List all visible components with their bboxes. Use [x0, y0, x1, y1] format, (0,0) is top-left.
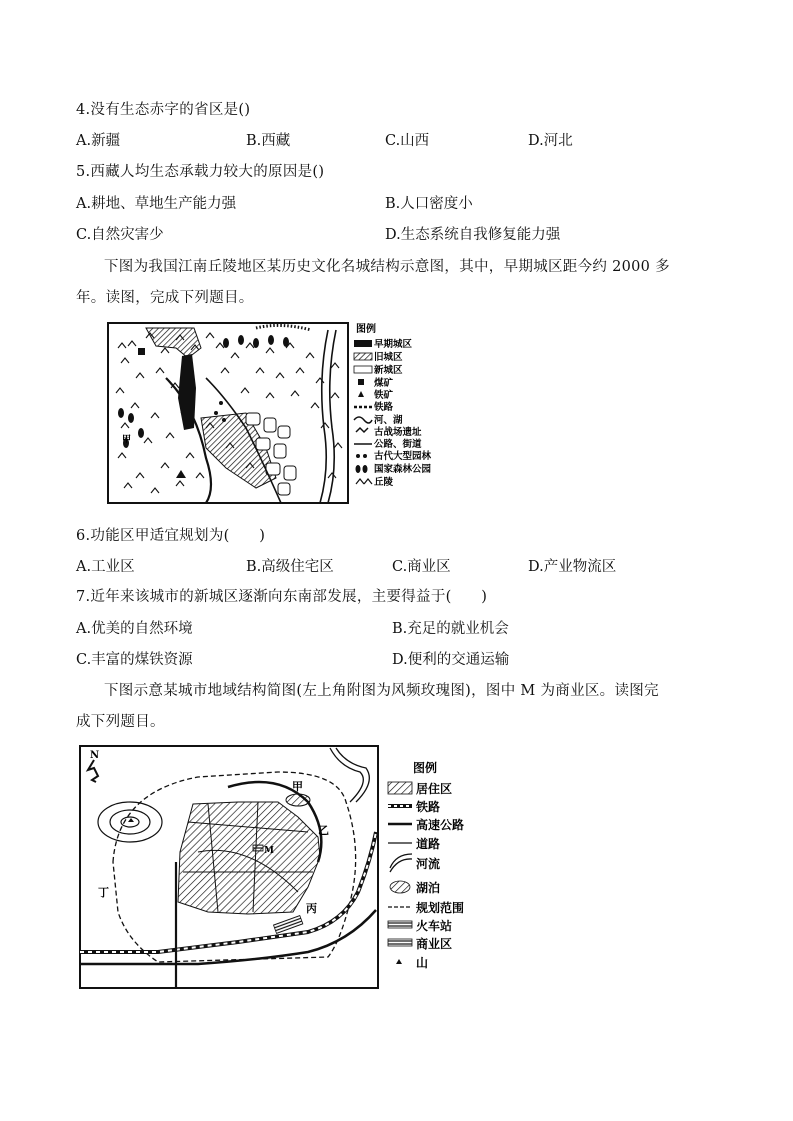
map2-legend-3: 道路 [416, 837, 441, 851]
q6-option-a: A.工业区 [76, 559, 135, 575]
map2-label-bing: 丙 [306, 902, 317, 915]
map1-legend-4: 铁矿 [374, 390, 394, 401]
intro-2-line-2: 成下列题目。 [76, 714, 165, 730]
map1-legend-0: 早期城区 [374, 339, 413, 350]
q5-option-d: D.生态系统自我修复能力强 [385, 227, 561, 243]
map1-legend-8: 公路、街道 [374, 439, 422, 450]
map2-legend-2: 高速公路 [416, 818, 465, 832]
map1-legend-2: 新城区 [374, 365, 403, 376]
map1-legend-5: 铁路 [374, 402, 394, 413]
q7-option-a: A.优美的自然环境 [76, 621, 193, 637]
map2-legend-7: 火车站 [416, 919, 453, 933]
city-structure-map-2 [78, 742, 488, 996]
question-6-stem: 6.功能区甲适宜规划为( ) [76, 528, 266, 544]
q5-option-c: C.自然灾害少 [76, 227, 164, 243]
q4-option-d: D.河北 [528, 133, 573, 149]
q5-option-b: B.人口密度小 [385, 196, 473, 212]
q6-option-c: C.商业区 [392, 559, 451, 575]
map1-legend-title: 图例 [356, 324, 376, 335]
q6-option-d: D.产业物流区 [528, 559, 617, 575]
map2-legend-1: 铁路 [416, 800, 441, 814]
q7-option-b: B.充足的就业机会 [392, 621, 509, 637]
intro-2-line-1: 下图示意某城市地域结构简图(左上角附图为风频玫瑰图)，图中 M 为商业区。读图完 [104, 683, 659, 699]
map2-legend-title: 图例 [413, 761, 438, 775]
q6-option-b: B.高级住宅区 [246, 559, 334, 575]
q4-option-c: C.山西 [385, 133, 430, 149]
question-5-stem: 5.西藏人均生态承载力较大的原因是() [76, 164, 325, 180]
map1-legend-6: 河、湖 [374, 415, 403, 426]
map2-legend-9: 山 [416, 956, 429, 970]
q4-option-b: B.西藏 [246, 133, 291, 149]
map1-label-jia: 甲 [122, 435, 132, 445]
map1-legend-1: 旧城区 [374, 352, 403, 363]
map1-legend-3: 煤矿 [374, 378, 394, 389]
intro-1-line-1: 下图为我国江南丘陵地区某历史文化名城结构示意图，其中，早期城区距今约 2000 多 [104, 259, 670, 275]
map1-legend-9: 古代大型园林 [374, 451, 432, 462]
map2-legend-0: 居住区 [416, 782, 453, 796]
q5-option-a: A.耕地、草地生产能力强 [76, 196, 237, 212]
q4-option-a: A.新疆 [76, 133, 121, 149]
map2-label-ding: 丁 [98, 886, 109, 899]
question-4-stem: 4.没有生态赤字的省区是() [76, 102, 251, 118]
q7-option-d: D.便利的交通运输 [392, 652, 510, 668]
map1-legend-11: 丘陵 [374, 477, 394, 488]
intro-1-line-2: 年。读图，完成下列题目。 [76, 290, 254, 306]
map2-label-jia: 甲 [292, 780, 303, 793]
question-7-stem: 7.近年来该城市的新城区逐渐向东南部发展，主要得益于( ) [76, 589, 488, 605]
map2-legend-5: 湖泊 [416, 881, 441, 895]
map2-label-yi: 乙 [318, 824, 329, 837]
city-structure-map-1 [106, 318, 446, 512]
q7-option-c: C.丰富的煤铁资源 [76, 652, 193, 668]
map2-legend-8: 商业区 [416, 937, 453, 951]
map2-label-m: M [264, 846, 274, 856]
map2-north-label: N [90, 750, 100, 761]
map2-legend-6: 规划范围 [416, 901, 465, 915]
map1-legend-7: 古战场遗址 [374, 427, 422, 438]
map2-legend-4: 河流 [416, 857, 441, 871]
map1-legend-10: 国家森林公园 [374, 464, 432, 475]
